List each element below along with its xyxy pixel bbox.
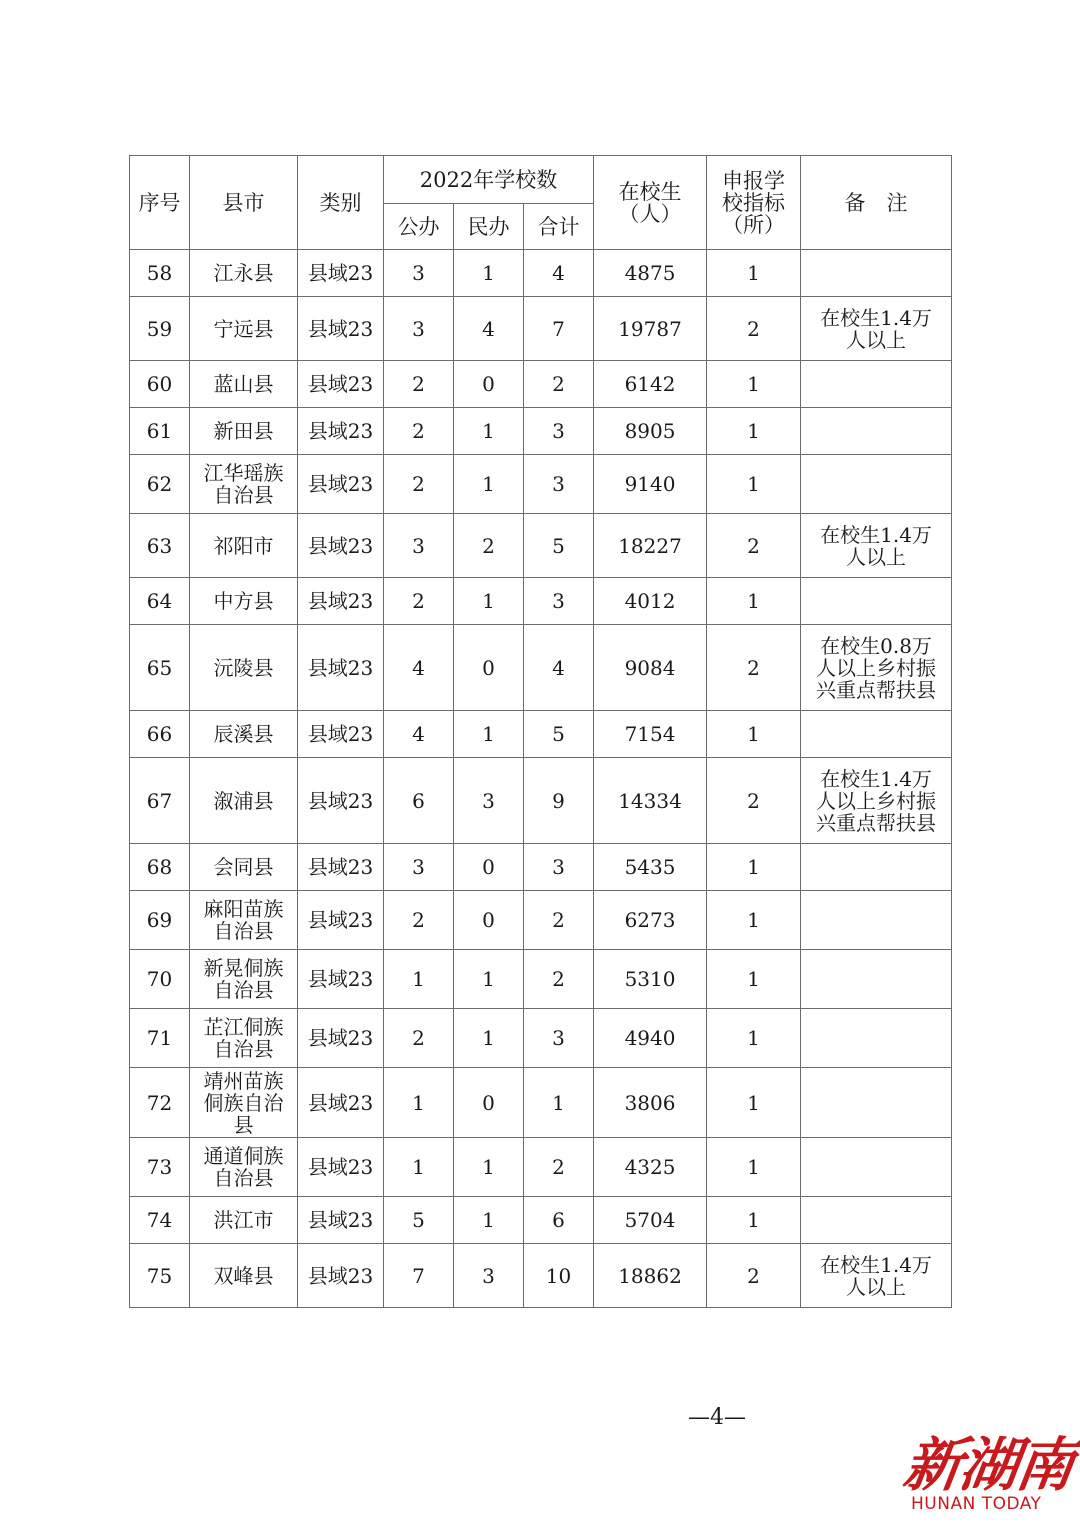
table-body: [130, 250, 952, 1308]
cell-quota: 2: [707, 625, 801, 711]
cell-students: 4875: [594, 250, 707, 297]
cell-category: 县域23: [298, 578, 384, 625]
cell-category: 县域23: [298, 891, 384, 950]
cell-private: 1: [454, 250, 524, 297]
logo-chinese-text: 新湖南: [899, 1431, 1078, 1499]
cell-category: 县域23: [298, 1009, 384, 1068]
cell-remarks: [801, 1068, 952, 1138]
cell-public: 2: [384, 578, 454, 625]
cell-public: 1: [384, 950, 454, 1009]
cell-quota: 2: [707, 1244, 801, 1308]
cell-remarks: [801, 1197, 952, 1244]
cell-quota: 2: [707, 758, 801, 844]
header-total: 合计: [524, 204, 594, 250]
cell-public: 2: [384, 455, 454, 514]
cell-students: 5704: [594, 1197, 707, 1244]
cell-category: 县域23: [298, 297, 384, 361]
cell-total: 2: [524, 950, 594, 1009]
cell-quota: 1: [707, 455, 801, 514]
cell-quota: 1: [707, 891, 801, 950]
table-row: [130, 250, 952, 297]
cell-remarks: 在校生1.4万 人以上: [801, 297, 952, 361]
cell-seq: 65: [130, 625, 190, 711]
cell-students: 18862: [594, 1244, 707, 1308]
cell-seq: 68: [130, 844, 190, 891]
table-row: [130, 578, 952, 625]
cell-county: 新晃侗族 自治县: [190, 950, 298, 1009]
cell-private: 3: [454, 1244, 524, 1308]
cell-total: 1: [524, 1068, 594, 1138]
cell-private: 0: [454, 1068, 524, 1138]
cell-students: 4940: [594, 1009, 707, 1068]
cell-remarks: [801, 250, 952, 297]
cell-category: 县域23: [298, 1138, 384, 1197]
cell-total: 4: [524, 625, 594, 711]
cell-county: 新田县: [190, 408, 298, 455]
cell-county: 芷江侗族 自治县: [190, 1009, 298, 1068]
table-row: [130, 297, 952, 361]
cell-county: 中方县: [190, 578, 298, 625]
table-row: [130, 1009, 952, 1068]
cell-seq: 70: [130, 950, 190, 1009]
cell-total: 3: [524, 455, 594, 514]
cell-public: 3: [384, 250, 454, 297]
cell-seq: 75: [130, 1244, 190, 1308]
table-row: [130, 361, 952, 408]
cell-category: 县域23: [298, 711, 384, 758]
header-county: 县市: [190, 156, 298, 250]
cell-seq: 63: [130, 514, 190, 578]
cell-students: 14334: [594, 758, 707, 844]
cell-total: 2: [524, 1138, 594, 1197]
logo-english-text: HUNAN TODAY: [911, 1494, 1042, 1514]
cell-remarks: [801, 578, 952, 625]
cell-category: 县域23: [298, 758, 384, 844]
table-row: [130, 408, 952, 455]
cell-quota: 2: [707, 514, 801, 578]
cell-county: 麻阳苗族 自治县: [190, 891, 298, 950]
cell-public: 7: [384, 1244, 454, 1308]
table-row: [130, 844, 952, 891]
cell-total: 3: [524, 578, 594, 625]
cell-quota: 1: [707, 1068, 801, 1138]
cell-private: 1: [454, 1197, 524, 1244]
cell-students: 9140: [594, 455, 707, 514]
cell-total: 6: [524, 1197, 594, 1244]
cell-quota: 1: [707, 408, 801, 455]
cell-seq: 66: [130, 711, 190, 758]
cell-remarks: [801, 950, 952, 1009]
cell-students: 6142: [594, 361, 707, 408]
cell-total: 3: [524, 1009, 594, 1068]
cell-seq: 62: [130, 455, 190, 514]
table-row: [130, 950, 952, 1009]
school-table: [129, 155, 952, 1308]
cell-public: 4: [384, 711, 454, 758]
cell-category: 县域23: [298, 950, 384, 1009]
cell-public: 2: [384, 891, 454, 950]
cell-county: 江华瑶族 自治县: [190, 455, 298, 514]
table-row: [130, 758, 952, 844]
cell-private: 0: [454, 625, 524, 711]
cell-private: 2: [454, 514, 524, 578]
cell-category: 县域23: [298, 1197, 384, 1244]
cell-quota: 1: [707, 950, 801, 1009]
cell-public: 3: [384, 844, 454, 891]
header-schools-2022: 2022年学校数: [384, 156, 594, 204]
cell-county: 宁远县: [190, 297, 298, 361]
cell-remarks: [801, 408, 952, 455]
header-seq: 序号: [130, 156, 190, 250]
cell-seq: 73: [130, 1138, 190, 1197]
cell-seq: 72: [130, 1068, 190, 1138]
cell-total: 3: [524, 844, 594, 891]
cell-remarks: [801, 844, 952, 891]
cell-category: 县域23: [298, 514, 384, 578]
cell-seq: 67: [130, 758, 190, 844]
cell-private: 0: [454, 844, 524, 891]
cell-remarks: 在校生0.8万 人以上乡村振 兴重点帮扶县: [801, 625, 952, 711]
cell-seq: 58: [130, 250, 190, 297]
cell-students: 3806: [594, 1068, 707, 1138]
cell-county: 靖州苗族 侗族自治 县: [190, 1068, 298, 1138]
cell-public: 2: [384, 1009, 454, 1068]
cell-total: 7: [524, 297, 594, 361]
cell-quota: 1: [707, 711, 801, 758]
cell-private: 1: [454, 408, 524, 455]
table-row: [130, 514, 952, 578]
cell-county: 洪江市: [190, 1197, 298, 1244]
cell-seq: 61: [130, 408, 190, 455]
header-quota: 申报学 校指标 （所）: [707, 156, 801, 250]
hunan-today-logo: [899, 1418, 1078, 1524]
cell-category: 县域23: [298, 1244, 384, 1308]
cell-county: 溆浦县: [190, 758, 298, 844]
cell-students: 4012: [594, 578, 707, 625]
cell-remarks: [801, 891, 952, 950]
cell-quota: 1: [707, 1197, 801, 1244]
cell-private: 1: [454, 1138, 524, 1197]
table-row: [130, 1244, 952, 1308]
cell-county: 沅陵县: [190, 625, 298, 711]
cell-public: 3: [384, 514, 454, 578]
cell-remarks: [801, 361, 952, 408]
cell-public: 3: [384, 297, 454, 361]
cell-seq: 60: [130, 361, 190, 408]
cell-public: 1: [384, 1068, 454, 1138]
cell-students: 19787: [594, 297, 707, 361]
header-category: 类别: [298, 156, 384, 250]
cell-private: 1: [454, 950, 524, 1009]
cell-private: 0: [454, 361, 524, 408]
table-row: [130, 711, 952, 758]
cell-county: 通道侗族 自治县: [190, 1138, 298, 1197]
cell-remarks: 在校生1.4万 人以上: [801, 514, 952, 578]
table-row: [130, 1197, 952, 1244]
cell-remarks: [801, 455, 952, 514]
cell-quota: 2: [707, 297, 801, 361]
cell-county: 会同县: [190, 844, 298, 891]
cell-students: 18227: [594, 514, 707, 578]
cell-quota: 1: [707, 844, 801, 891]
cell-students: 4325: [594, 1138, 707, 1197]
header-private: 民办: [454, 204, 524, 250]
table-row: [130, 891, 952, 950]
table-row: [130, 455, 952, 514]
cell-remarks: [801, 1009, 952, 1068]
cell-total: 5: [524, 514, 594, 578]
cell-students: 5435: [594, 844, 707, 891]
cell-county: 辰溪县: [190, 711, 298, 758]
cell-category: 县域23: [298, 361, 384, 408]
cell-county: 祁阳市: [190, 514, 298, 578]
table-row: [130, 1138, 952, 1197]
cell-remarks: 在校生1.4万 人以上乡村振 兴重点帮扶县: [801, 758, 952, 844]
table-row: [130, 625, 952, 711]
cell-quota: 1: [707, 578, 801, 625]
cell-public: 2: [384, 361, 454, 408]
cell-private: 1: [454, 455, 524, 514]
cell-remarks: [801, 711, 952, 758]
cell-quota: 1: [707, 361, 801, 408]
cell-remarks: [801, 1138, 952, 1197]
cell-category: 县域23: [298, 625, 384, 711]
cell-students: 6273: [594, 891, 707, 950]
cell-students: 8905: [594, 408, 707, 455]
cell-total: 9: [524, 758, 594, 844]
cell-seq: 71: [130, 1009, 190, 1068]
header-remarks: 备 注: [801, 156, 952, 250]
cell-county: 双峰县: [190, 1244, 298, 1308]
page-number: —4—: [688, 1405, 746, 1430]
cell-private: 4: [454, 297, 524, 361]
cell-total: 4: [524, 250, 594, 297]
table-row: [130, 1068, 952, 1138]
cell-category: 县域23: [298, 455, 384, 514]
cell-category: 县域23: [298, 250, 384, 297]
cell-private: 1: [454, 578, 524, 625]
cell-total: 3: [524, 408, 594, 455]
header-students: 在校生 （人）: [594, 156, 707, 250]
cell-seq: 59: [130, 297, 190, 361]
cell-quota: 1: [707, 1009, 801, 1068]
cell-category: 县域23: [298, 408, 384, 455]
cell-public: 6: [384, 758, 454, 844]
cell-seq: 69: [130, 891, 190, 950]
cell-quota: 1: [707, 250, 801, 297]
cell-public: 4: [384, 625, 454, 711]
cell-category: 县域23: [298, 844, 384, 891]
cell-students: 9084: [594, 625, 707, 711]
cell-category: 县域23: [298, 1068, 384, 1138]
cell-public: 5: [384, 1197, 454, 1244]
cell-public: 2: [384, 408, 454, 455]
cell-quota: 1: [707, 1138, 801, 1197]
cell-seq: 64: [130, 578, 190, 625]
cell-total: 2: [524, 361, 594, 408]
header-public: 公办: [384, 204, 454, 250]
cell-county: 蓝山县: [190, 361, 298, 408]
cell-students: 7154: [594, 711, 707, 758]
cell-seq: 74: [130, 1197, 190, 1244]
cell-remarks: 在校生1.4万 人以上: [801, 1244, 952, 1308]
cell-total: 10: [524, 1244, 594, 1308]
cell-students: 5310: [594, 950, 707, 1009]
cell-private: 1: [454, 1009, 524, 1068]
cell-private: 0: [454, 891, 524, 950]
cell-private: 3: [454, 758, 524, 844]
cell-total: 5: [524, 711, 594, 758]
cell-public: 1: [384, 1138, 454, 1197]
cell-private: 1: [454, 711, 524, 758]
cell-county: 江永县: [190, 250, 298, 297]
cell-total: 2: [524, 891, 594, 950]
